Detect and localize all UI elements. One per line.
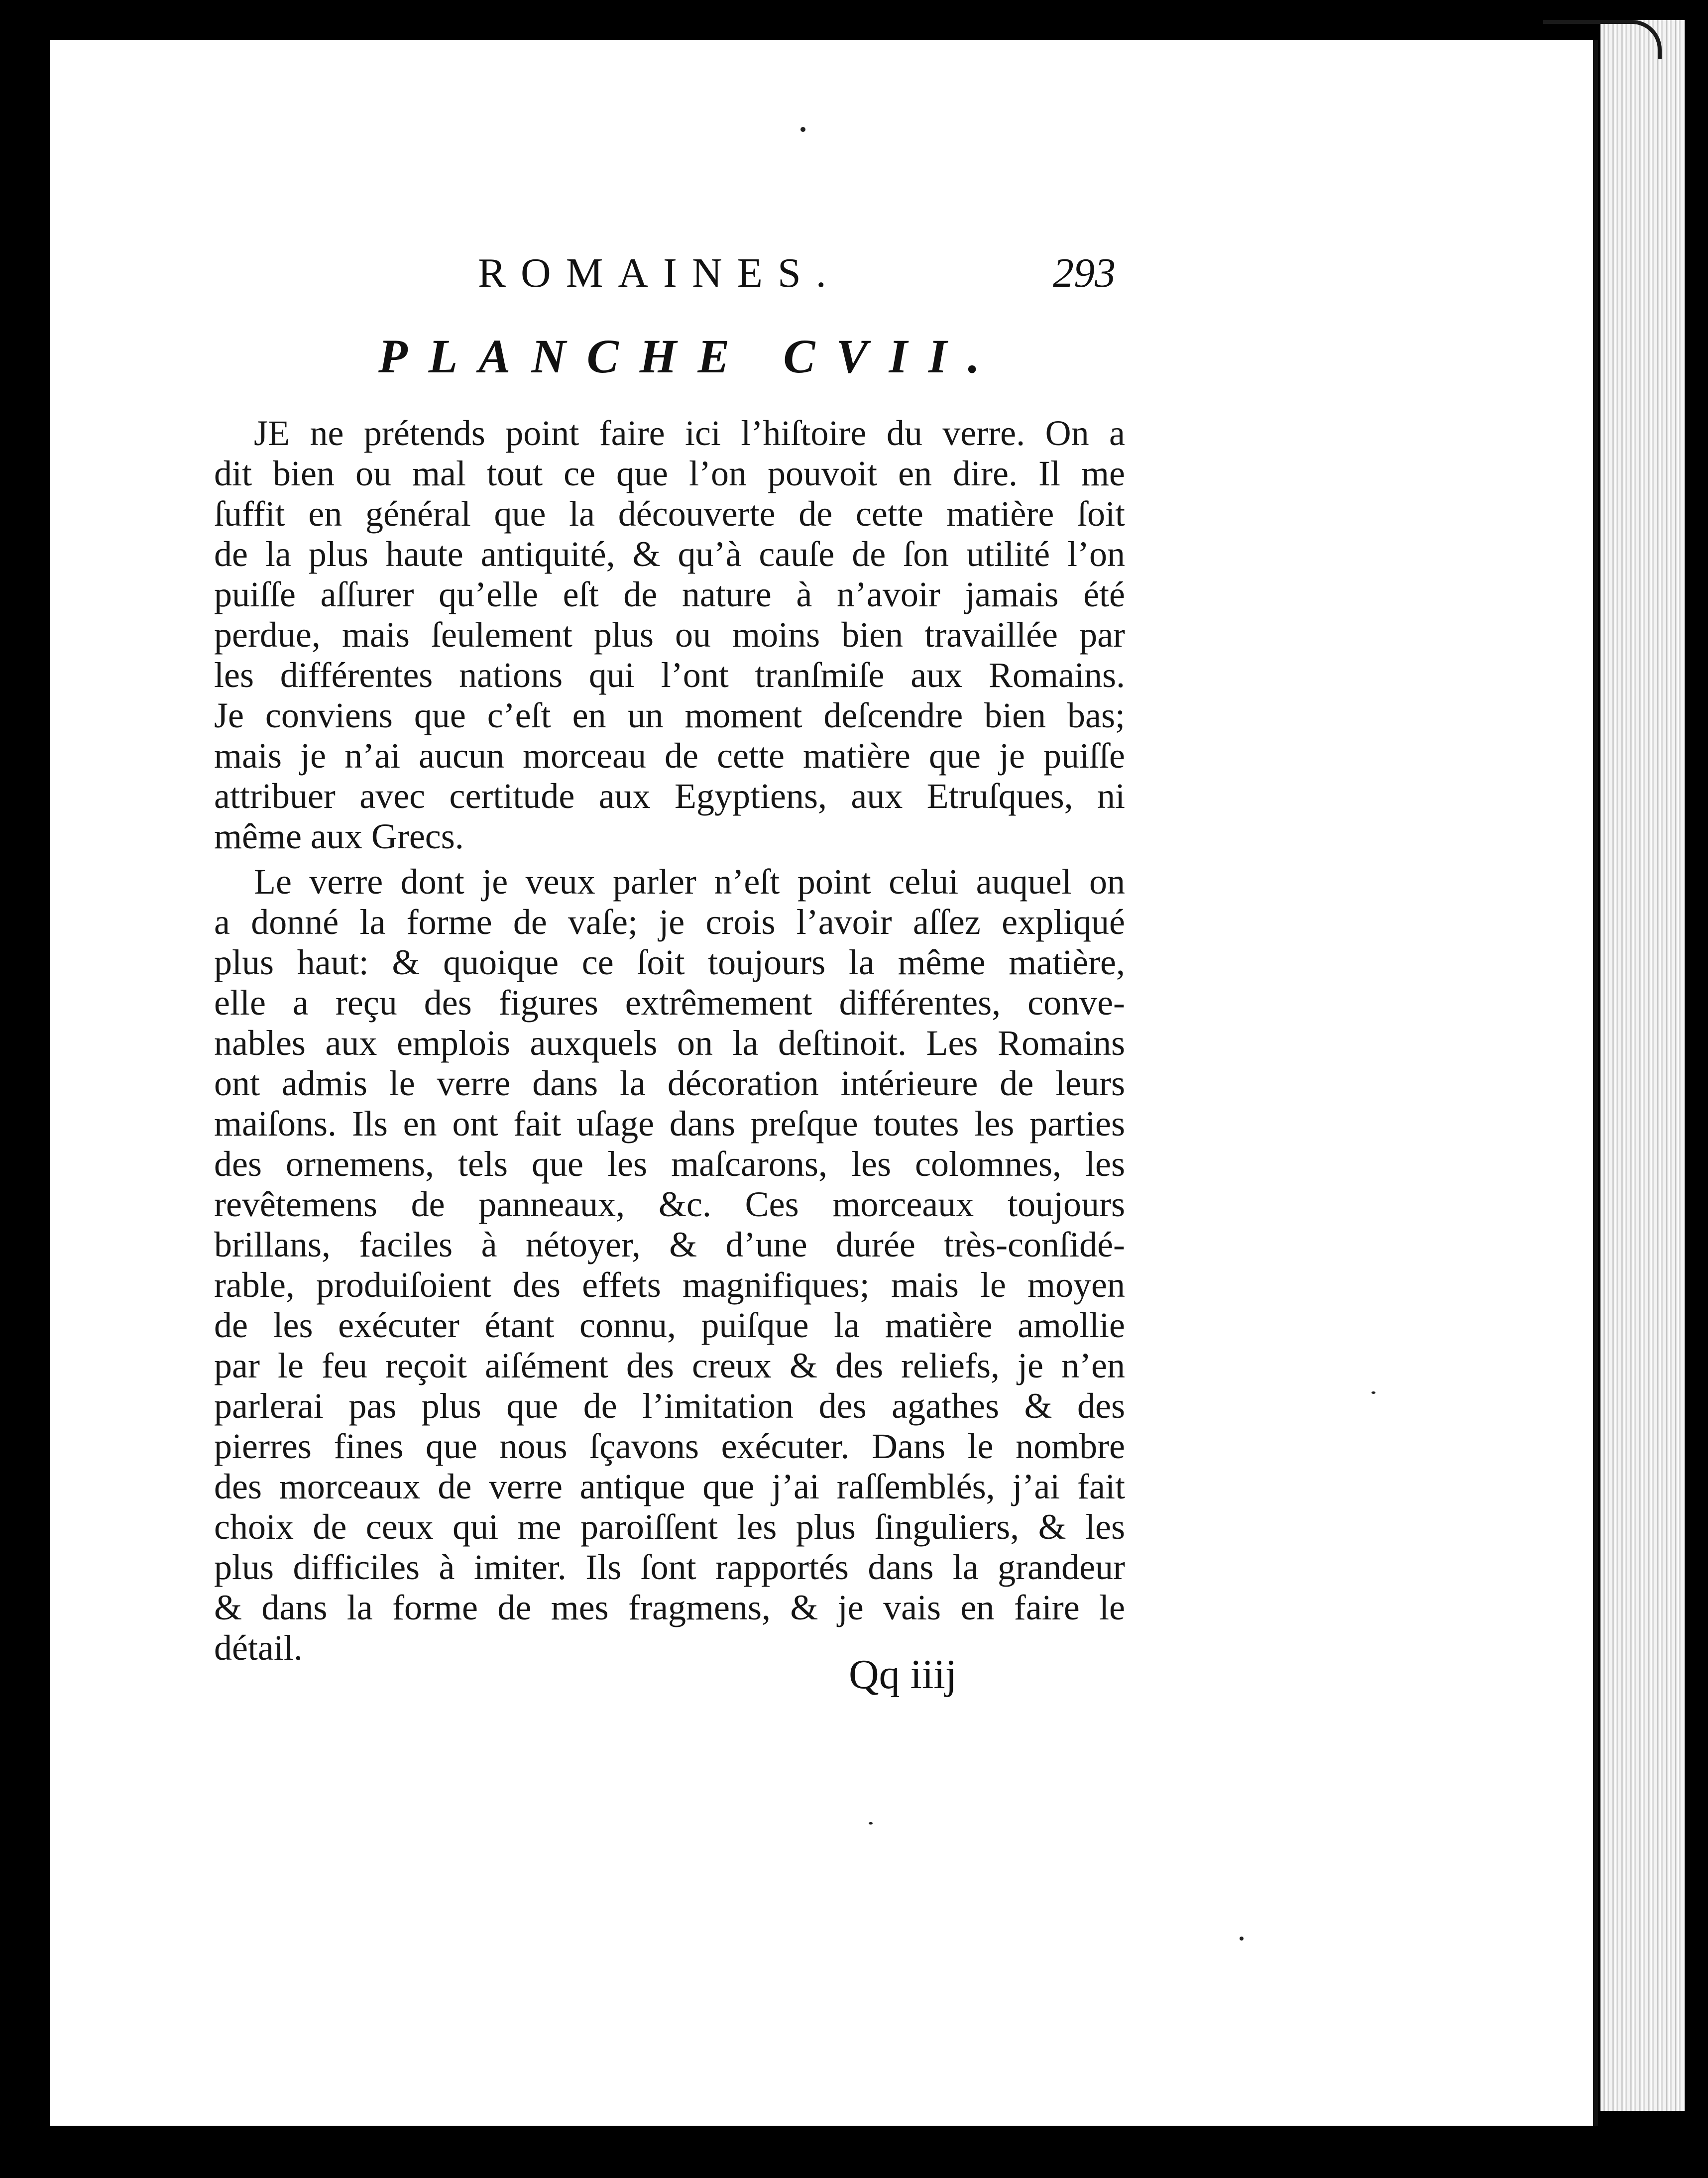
- scan-speck: [869, 1822, 873, 1825]
- scan-speck: [1371, 1391, 1375, 1394]
- text-line: ſuffit en général que la découverte de cette matière ſoit: [214, 494, 1125, 534]
- text-line: les différentes nations qui l’ont tranſmiſe aux Romains.: [214, 655, 1125, 695]
- text-line: de la plus haute antiquité, & qu’à cauſe de ſon utilité l’on: [214, 534, 1125, 574]
- text-line: parlerai pas plus que de l’imitation des agathes & des: [214, 1386, 1125, 1426]
- text-line: Le verre dont je veux parler n’eſt point celui auquel on: [254, 862, 1125, 902]
- page-number: 293: [1053, 250, 1116, 296]
- text-line: puiſſe aſſurer qu’elle eſt de nature à n’avoir jamais été: [214, 574, 1125, 614]
- text-line: rable, produiſoient des effets magnifiques; mais le moyen: [214, 1265, 1125, 1305]
- text-line: ont admis le verre dans la décoration intérieure de leurs: [214, 1063, 1125, 1103]
- text-line: JE ne prétends point faire ici l’hiſtoire du verre. On a: [254, 413, 1125, 453]
- text-line: plus difficiles à imiter. Ils ſont rapportés dans la grandeur: [214, 1547, 1125, 1587]
- text-line: même aux Grecs.: [214, 816, 464, 856]
- text-line: pierres fines que nous ſçavons exécuter. Dans le nombre: [214, 1426, 1125, 1466]
- book-fore-edge: [1600, 20, 1685, 2111]
- body-text: [214, 413, 1125, 1668]
- text-line: attribuer avec certitude aux Egyptiens, aux Etruſques, ni: [214, 776, 1125, 816]
- paragraph-2: [214, 862, 1125, 1668]
- text-line: & dans la forme de mes fragmens, & je vais en faire le: [214, 1588, 1125, 1627]
- text-line: elle a reçu des figures extrêmement différentes, conve-: [214, 983, 1125, 1023]
- paragraph-1: [214, 413, 1125, 857]
- plate-title: PLANCHE CVII.: [378, 330, 1001, 383]
- text-line: dit bien ou mal tout ce que l’on pouvoit en dire. Il me: [214, 454, 1125, 493]
- text-line: de les exécuter étant connu, puiſque la matière amollie: [214, 1305, 1125, 1345]
- text-line: a donné la forme de vaſe; je crois l’avoir aſſez expliqué: [214, 902, 1125, 942]
- text-line: détail.: [214, 1628, 303, 1668]
- text-line: nables aux emplois auxquels on la deſtinoit. Les Romains: [214, 1023, 1125, 1063]
- running-head: ROMAINES.: [478, 250, 841, 296]
- text-line: revêtemens de panneaux, &c. Ces morceaux toujours: [214, 1184, 1125, 1224]
- text-line: des ornemens, tels que les maſcarons, les colomnes, les: [214, 1144, 1125, 1184]
- scan-speck: [800, 127, 805, 132]
- text-line: par le feu reçoit aiſément des creux & des reliefs, je n’en: [214, 1346, 1125, 1385]
- scan-speck: [1240, 1937, 1244, 1941]
- text-line: brillans, faciles à nétoyer, & d’une durée très-conſidé-: [214, 1225, 1125, 1264]
- text-line: choix de ceux qui me paroiſſent les plus ſinguliers, & les: [214, 1507, 1125, 1547]
- paragraph-gap: [214, 857, 1125, 862]
- text-line: Je conviens que c’eſt en un moment deſcendre bien bas;: [214, 695, 1125, 735]
- signature-mark: Qq iiij: [849, 1651, 957, 1698]
- text-line: des morceaux de verre antique que j’ai raſſemblés, j’ai fait: [214, 1467, 1125, 1506]
- text-line: mais je n’ai aucun morceau de cette matière que je puiſſe: [214, 736, 1125, 776]
- text-line: perdue, mais ſeulement plus ou moins bien travaillée par: [214, 615, 1125, 655]
- text-line: plus haut: & quoique ce ſoit toujours la même matière,: [214, 942, 1125, 982]
- text-line: maiſons. Ils en ont fait uſage dans preſque toutes les parties: [214, 1104, 1125, 1144]
